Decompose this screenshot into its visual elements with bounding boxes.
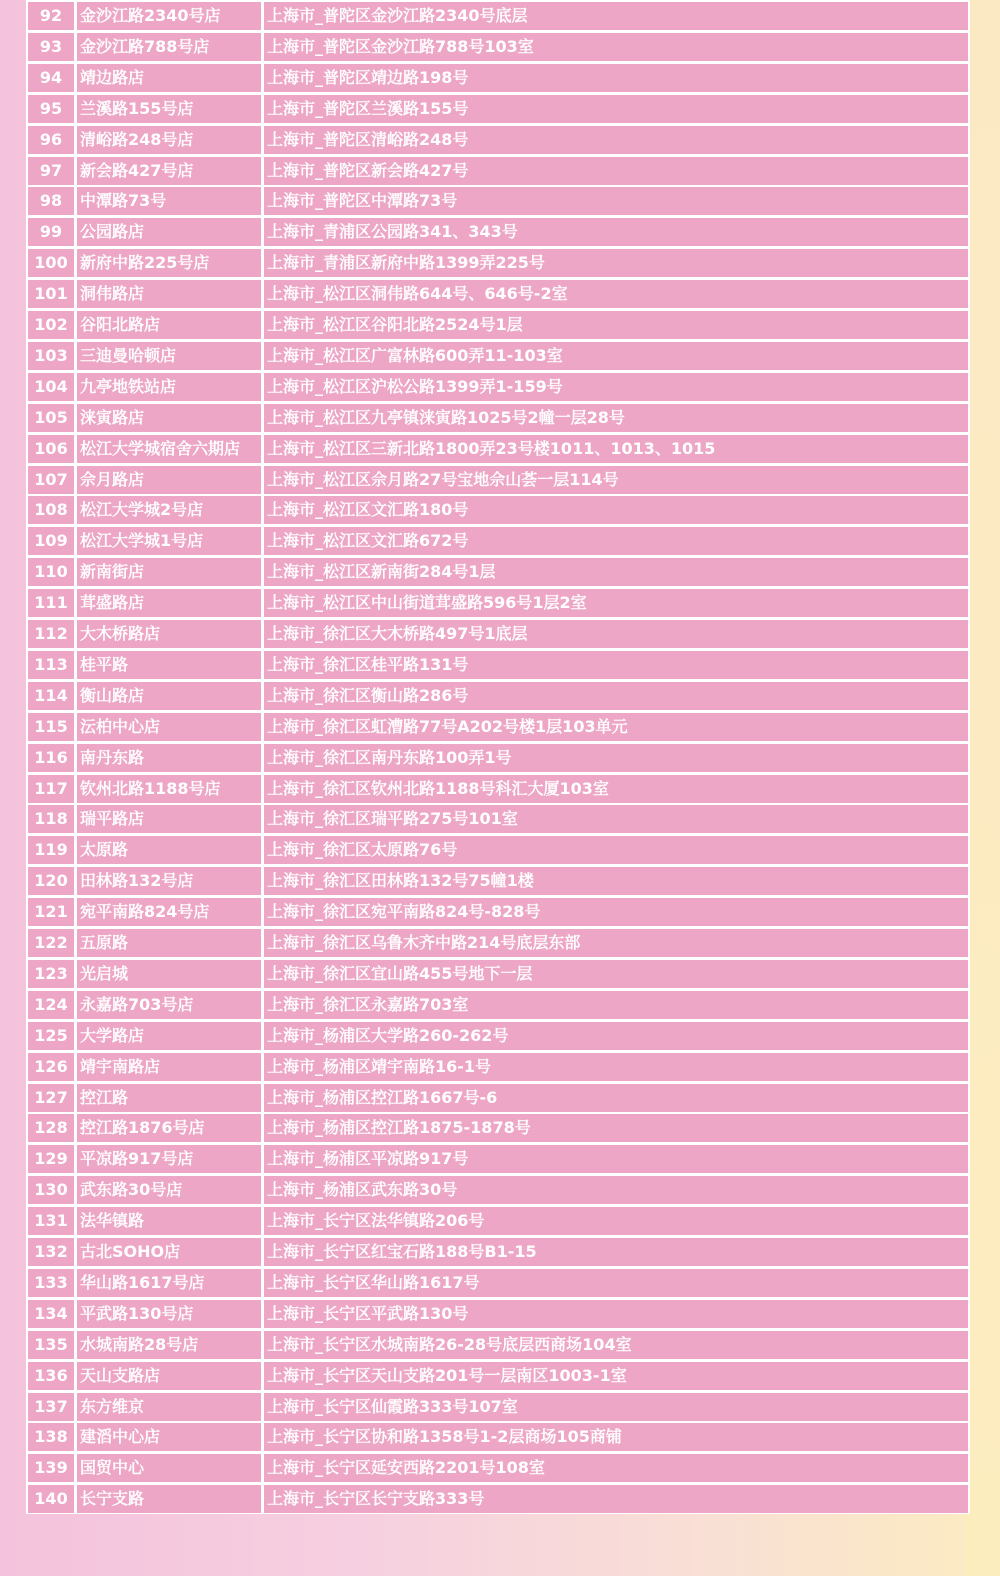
table-row [28,496,968,524]
store-name: 天山支路店 [77,1362,261,1390]
table-row [28,187,968,215]
store-name: 金沙江路788号店 [77,33,261,61]
table-row [28,249,968,277]
store-number: 106 [28,435,74,463]
table-row [28,2,968,30]
store-name: 佘月路店 [77,466,261,494]
table-row [28,373,968,401]
table-row [28,95,968,123]
table-row [28,1362,968,1390]
store-number: 115 [28,713,74,741]
store-address: 上海市_杨浦区靖宇南路16-1号 [264,1053,968,1081]
store-number: 134 [28,1300,74,1328]
table-row [28,620,968,648]
store-address: 上海市_松江区三新北路1800弄23号楼1011、1013、1015 [264,435,968,463]
table-row [28,527,968,555]
store-name: 靖宇南路店 [77,1053,261,1081]
store-address: 上海市_徐汇区衡山路286号 [264,682,968,710]
store-address: 上海市_普陀区靖边路198号 [264,64,968,92]
store-name: 新南街店 [77,558,261,586]
table-row [28,126,968,154]
store-address: 上海市_松江区沪松公路1399弄1-159号 [264,373,968,401]
table-row [28,1238,968,1266]
store-name: 建滔中心店 [77,1423,261,1451]
table-row [28,836,968,864]
store-name: 平凉路917号店 [77,1145,261,1173]
store-address: 上海市_徐汇区南丹东路100弄1号 [264,744,968,772]
store-address: 上海市_松江区九亭镇涞寅路1025号2幢一层28号 [264,404,968,432]
store-name: 涞寅路店 [77,404,261,432]
store-address: 上海市_长宁区延安西路2201号108室 [264,1454,968,1482]
store-name: 松江大学城宿舍六期店 [77,435,261,463]
store-name: 洞伟路店 [77,280,261,308]
table-row [28,33,968,61]
store-name: 大木桥路店 [77,620,261,648]
table-row [28,1454,968,1482]
table-row [28,466,968,494]
store-name: 瑞平路店 [77,805,261,833]
store-number: 128 [28,1114,74,1142]
store-name: 太原路 [77,836,261,864]
store-address: 上海市_长宁区协和路1358号1-2层商场105商铺 [264,1423,968,1451]
store-number: 113 [28,651,74,679]
table-row [28,1022,968,1050]
store-name: 法华镇路 [77,1207,261,1235]
table-row [28,898,968,926]
store-address: 上海市_松江区广富林路600弄11-103室 [264,342,968,370]
store-number: 101 [28,280,74,308]
store-address: 上海市_松江区佘月路27号宝地佘山荟一层114号 [264,466,968,494]
store-address: 上海市_长宁区法华镇路206号 [264,1207,968,1235]
store-name: 古北SOHO店 [77,1238,261,1266]
store-number: 122 [28,929,74,957]
table-row [28,1393,968,1421]
store-number: 126 [28,1053,74,1081]
store-address: 上海市_青浦区新府中路1399弄225号 [264,249,968,277]
store-name: 九亭地铁站店 [77,373,261,401]
store-name: 控江路1876号店 [77,1114,261,1142]
store-address: 上海市_松江区文汇路672号 [264,527,968,555]
store-number: 133 [28,1269,74,1297]
store-number: 110 [28,558,74,586]
store-number: 123 [28,960,74,988]
store-name: 靖边路店 [77,64,261,92]
store-name: 新府中路225号店 [77,249,261,277]
store-number: 130 [28,1176,74,1204]
store-address: 上海市_杨浦区控江路1667号-6 [264,1084,968,1112]
table-row [28,867,968,895]
store-address: 上海市_松江区中山街道茸盛路596号1层2室 [264,589,968,617]
store-address: 上海市_普陀区兰溪路155号 [264,95,968,123]
store-number: 140 [28,1485,74,1513]
store-number: 129 [28,1145,74,1173]
store-address: 上海市_杨浦区大学路260-262号 [264,1022,968,1050]
store-address: 上海市_徐汇区虹漕路77号A202号楼1层103单元 [264,713,968,741]
store-address: 上海市_徐汇区乌鲁木齐中路214号底层东部 [264,929,968,957]
table-row [28,157,968,185]
store-number: 137 [28,1393,74,1421]
store-name: 松江大学城1号店 [77,527,261,555]
store-name: 中潭路73号 [77,187,261,215]
store-name: 衡山路店 [77,682,261,710]
table-row [28,805,968,833]
store-number: 103 [28,342,74,370]
store-address: 上海市_长宁区平武路130号 [264,1300,968,1328]
table-row [28,744,968,772]
store-name: 武东路30号店 [77,1176,261,1204]
store-number: 99 [28,218,74,246]
store-name: 桂平路 [77,651,261,679]
store-number: 105 [28,404,74,432]
store-address: 上海市_长宁区华山路1617号 [264,1269,968,1297]
store-number: 111 [28,589,74,617]
table-row [28,311,968,339]
table-row [28,404,968,432]
table-row [28,1114,968,1142]
store-address: 上海市_长宁区红宝石路188号B1-15 [264,1238,968,1266]
store-name: 东方维京 [77,1393,261,1421]
store-number: 118 [28,805,74,833]
store-number: 117 [28,775,74,803]
table-row [28,1331,968,1359]
table-row [28,64,968,92]
store-name: 三迪曼哈顿店 [77,342,261,370]
store-name: 永嘉路703号店 [77,991,261,1019]
store-address: 上海市_徐汇区宛平南路824号-828号 [264,898,968,926]
table-row [28,1423,968,1451]
store-address: 上海市_长宁区水城南路26-28号底层西商场104室 [264,1331,968,1359]
store-address: 上海市_普陀区清峪路248号 [264,126,968,154]
table-row [28,775,968,803]
store-address: 上海市_徐汇区大木桥路497号1底层 [264,620,968,648]
store-address: 上海市_普陀区新会路427号 [264,157,968,185]
store-address: 上海市_徐汇区桂平路131号 [264,651,968,679]
store-number: 132 [28,1238,74,1266]
decorative-right-band [966,0,1000,1576]
store-name: 茸盛路店 [77,589,261,617]
store-table [26,0,970,1514]
store-number: 114 [28,682,74,710]
table-row [28,1176,968,1204]
table-row [28,991,968,1019]
table-row [28,960,968,988]
store-name: 平武路130号店 [77,1300,261,1328]
store-number: 125 [28,1022,74,1050]
store-number: 139 [28,1454,74,1482]
store-name: 国贸中心 [77,1454,261,1482]
table-row [28,1145,968,1173]
store-number: 93 [28,33,74,61]
table-row [28,1084,968,1112]
store-name: 松江大学城2号店 [77,496,261,524]
store-name: 谷阳北路店 [77,311,261,339]
store-address: 上海市_徐汇区永嘉路703室 [264,991,968,1019]
store-name: 金沙江路2340号店 [77,2,261,30]
store-address: 上海市_松江区新南街284号1层 [264,558,968,586]
store-address: 上海市_松江区文汇路180号 [264,496,968,524]
store-address: 上海市_徐汇区钦州北路1188号科汇大厦103室 [264,775,968,803]
store-address: 上海市_松江区谷阳北路2524号1层 [264,311,968,339]
table-row [28,1269,968,1297]
table-row [28,280,968,308]
table-row [28,218,968,246]
store-number: 112 [28,620,74,648]
store-number: 124 [28,991,74,1019]
store-number: 131 [28,1207,74,1235]
table-row [28,1207,968,1235]
store-number: 92 [28,2,74,30]
store-number: 104 [28,373,74,401]
store-address: 上海市_徐汇区田林路132号75幢1楼 [264,867,968,895]
store-address: 上海市_长宁区天山支路201号一层南区1003-1室 [264,1362,968,1390]
store-number: 96 [28,126,74,154]
store-name: 五原路 [77,929,261,957]
store-number: 135 [28,1331,74,1359]
store-number: 127 [28,1084,74,1112]
table-row [28,713,968,741]
store-number: 100 [28,249,74,277]
store-address: 上海市_长宁区长宁支路333号 [264,1485,968,1513]
store-address: 上海市_徐汇区瑞平路275号101室 [264,805,968,833]
table-row [28,682,968,710]
store-number: 94 [28,64,74,92]
store-name: 控江路 [77,1084,261,1112]
store-number: 108 [28,496,74,524]
store-name: 田林路132号店 [77,867,261,895]
store-number: 138 [28,1423,74,1451]
store-number: 120 [28,867,74,895]
table-row [28,929,968,957]
store-number: 102 [28,311,74,339]
store-name: 宛平南路824号店 [77,898,261,926]
table-row [28,651,968,679]
store-name: 光启城 [77,960,261,988]
store-number: 98 [28,187,74,215]
table-row [28,1485,968,1513]
table-row [28,1053,968,1081]
store-number: 95 [28,95,74,123]
table-row [28,435,968,463]
store-number: 121 [28,898,74,926]
store-address: 上海市_长宁区仙霞路333号107室 [264,1393,968,1421]
store-name: 南丹东路 [77,744,261,772]
table-row [28,558,968,586]
store-address: 上海市_普陀区中潭路73号 [264,187,968,215]
store-number: 136 [28,1362,74,1390]
store-number: 116 [28,744,74,772]
store-name: 华山路1617号店 [77,1269,261,1297]
store-name: 沄柏中心店 [77,713,261,741]
store-name: 清峪路248号店 [77,126,261,154]
store-name: 公园路店 [77,218,261,246]
store-address: 上海市_徐汇区宜山路455号地下一层 [264,960,968,988]
store-address: 上海市_杨浦区平凉路917号 [264,1145,968,1173]
store-address: 上海市_普陀区金沙江路788号103室 [264,33,968,61]
store-address: 上海市_松江区洞伟路644号、646号-2室 [264,280,968,308]
store-name: 水城南路28号店 [77,1331,261,1359]
table-row [28,342,968,370]
store-name: 大学路店 [77,1022,261,1050]
store-name: 钦州北路1188号店 [77,775,261,803]
store-number: 97 [28,157,74,185]
table-row [28,589,968,617]
store-number: 109 [28,527,74,555]
table-row [28,1300,968,1328]
store-name: 新会路427号店 [77,157,261,185]
store-name: 长宁支路 [77,1485,261,1513]
store-number: 107 [28,466,74,494]
store-name: 兰溪路155号店 [77,95,261,123]
store-address: 上海市_杨浦区控江路1875-1878号 [264,1114,968,1142]
store-number: 119 [28,836,74,864]
store-address: 上海市_普陀区金沙江路2340号底层 [264,2,968,30]
store-address: 上海市_杨浦区武东路30号 [264,1176,968,1204]
store-address: 上海市_徐汇区太原路76号 [264,836,968,864]
store-address: 上海市_青浦区公园路341、343号 [264,218,968,246]
